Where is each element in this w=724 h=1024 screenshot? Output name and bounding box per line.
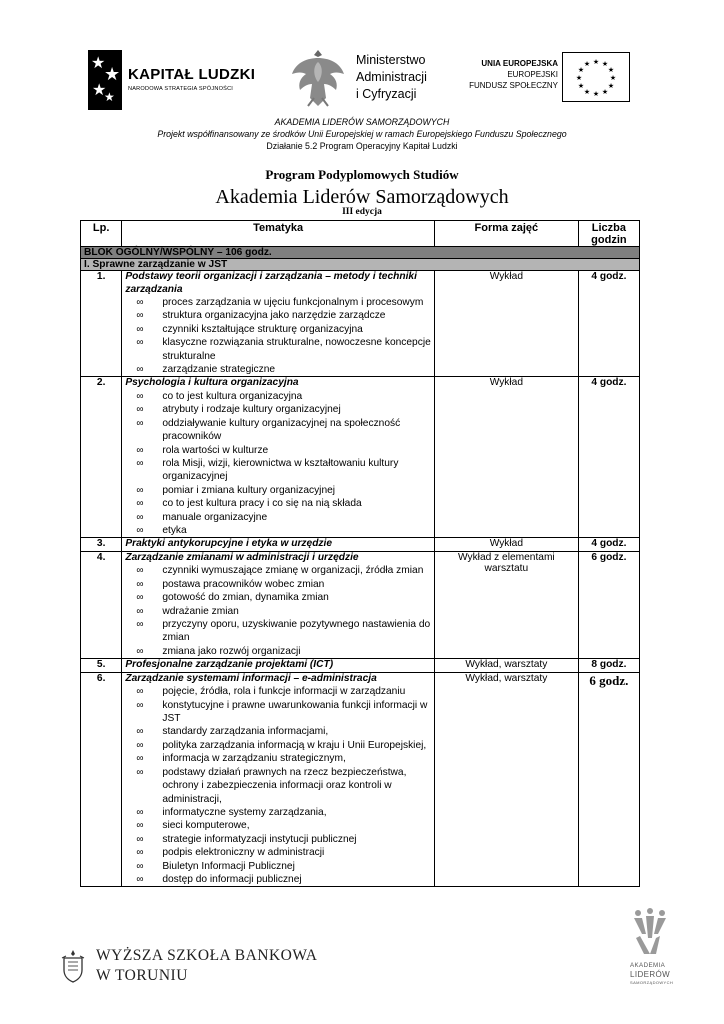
project-header xyxy=(0,116,724,152)
list-item xyxy=(132,846,431,859)
crest-icon xyxy=(60,948,86,984)
row-topic xyxy=(122,551,435,658)
infinity-bullet-icon: ∞ xyxy=(136,873,144,885)
row-lp: 4. xyxy=(81,551,122,658)
ministry-line-3: i Cyfryzacji xyxy=(356,87,417,101)
list-item-text: informacja w zarządzaniu strategicznym, xyxy=(162,753,346,765)
infinity-bullet-icon: ∞ xyxy=(136,592,144,604)
infinity-bullet-icon: ∞ xyxy=(136,390,144,402)
list-item xyxy=(132,605,431,618)
kapital-ludzki-title: KAPITAŁ LUDZKI xyxy=(128,66,256,83)
list-item-text: co to jest kultura organizacyjna xyxy=(162,390,303,402)
row-topic xyxy=(122,377,435,538)
infinity-bullet-icon: ∞ xyxy=(136,364,144,376)
list-item xyxy=(132,524,431,537)
svg-text:★: ★ xyxy=(583,60,591,68)
header-form: Forma zajęć xyxy=(434,221,578,247)
list-item-text: strategie informatyzacji instytucji publicznej xyxy=(162,833,357,845)
list-item xyxy=(132,323,431,336)
topic-items-list xyxy=(125,564,431,658)
list-item-text: rola wartości w kulturze xyxy=(162,444,269,456)
infinity-bullet-icon: ∞ xyxy=(136,404,144,416)
als-text xyxy=(630,962,673,986)
list-item-text: dostęp do informacji publicznej xyxy=(162,873,302,885)
ministry-logo xyxy=(288,46,458,112)
infinity-bullet-icon: ∞ xyxy=(136,565,144,577)
program-title: Program Podyplomowych Studiów xyxy=(265,167,459,182)
svg-text:★: ★ xyxy=(583,88,591,96)
list-item xyxy=(132,457,431,484)
topic-items-list xyxy=(125,296,431,376)
list-item xyxy=(132,497,431,510)
ministry-line-2: Administracji xyxy=(356,70,427,84)
list-item xyxy=(132,860,431,873)
svg-text:★: ★ xyxy=(575,74,583,82)
row-lp: 6. xyxy=(81,672,122,887)
row-hours: 4 godz. xyxy=(578,538,639,552)
infinity-bullet-icon: ∞ xyxy=(136,578,144,590)
list-item xyxy=(132,564,431,577)
list-item xyxy=(132,806,431,819)
list-item-text: co to jest kultura pracy i co się na nią składa xyxy=(162,498,362,510)
infinity-bullet-icon: ∞ xyxy=(136,833,144,845)
program-heading xyxy=(0,167,724,217)
eu-logo xyxy=(470,52,630,104)
list-item xyxy=(132,363,431,376)
list-item xyxy=(132,618,431,645)
infinity-bullet-icon: ∞ xyxy=(136,820,144,832)
row-topic xyxy=(122,659,435,673)
als-logo xyxy=(626,908,686,1008)
infinity-bullet-icon: ∞ xyxy=(136,806,144,818)
infinity-bullet-icon: ∞ xyxy=(136,417,144,429)
list-item xyxy=(132,484,431,497)
list-item-text: czynniki wymuszające zmianę w organizacji, źródła zmian xyxy=(162,565,424,577)
section-row xyxy=(81,259,640,271)
list-item-text: postawa pracowników wobec zmian xyxy=(162,578,325,590)
infinity-bullet-icon: ∞ xyxy=(136,766,144,778)
infinity-bullet-icon: ∞ xyxy=(136,337,144,349)
list-item-text: rola Misji, wizji, kierownictwa w kształtowaniu kultury organizacyjnej xyxy=(162,457,399,483)
row-topic xyxy=(122,271,435,377)
row-hours: 4 godz. xyxy=(578,271,639,377)
infinity-bullet-icon: ∞ xyxy=(136,726,144,738)
kapital-ludzki-star-icon: ★ ★ ★ ★ xyxy=(88,50,122,110)
list-item-text: Biuletyn Informacji Publicznej xyxy=(162,860,295,872)
topic-items-list xyxy=(125,685,431,886)
row-lp: 2. xyxy=(81,377,122,538)
row-hours: 6 godz. xyxy=(578,551,639,658)
wsb-line-2: W TORUNIU xyxy=(96,967,188,984)
eu-text xyxy=(469,58,558,91)
list-item-text: sieci komputerowe, xyxy=(162,820,250,832)
list-item xyxy=(132,739,431,752)
eu-line-2: EUROPEJSKI xyxy=(507,70,558,79)
row-form: Wykład, warsztaty xyxy=(434,659,578,673)
row-topic xyxy=(122,672,435,887)
kapital-ludzki-subtitle: NARODOWA STRATEGIA SPÓJNOŚCI xyxy=(128,86,234,92)
infinity-bullet-icon: ∞ xyxy=(136,297,144,308)
list-item xyxy=(132,511,431,524)
svg-text:★: ★ xyxy=(607,82,615,90)
infinity-bullet-icon: ∞ xyxy=(136,310,144,322)
list-item xyxy=(132,725,431,738)
infinity-bullet-icon: ∞ xyxy=(136,860,144,872)
eu-line-1: UNIA EUROPEJSKA xyxy=(481,59,558,68)
list-item xyxy=(132,699,431,726)
header-line-2: Projekt współfinansowany ze środków Unii Europejskiej w ramach Europejskiego Funduszu Społecznego xyxy=(157,129,567,139)
list-item xyxy=(132,336,431,363)
list-item-text: struktura organizacyjna jako narzędzie zarządcze xyxy=(162,310,386,322)
svg-text:★: ★ xyxy=(577,82,585,90)
table-row xyxy=(81,271,640,377)
curriculum-table xyxy=(80,220,640,887)
wsb-name xyxy=(96,946,317,986)
list-item xyxy=(132,833,431,846)
program-name: Akademia Liderów Samorządowych xyxy=(215,186,509,208)
list-item xyxy=(132,645,431,658)
row-form: Wykład z elementami warsztatu xyxy=(434,551,578,658)
row-topic xyxy=(122,538,435,552)
table-row xyxy=(81,551,640,658)
infinity-bullet-icon: ∞ xyxy=(136,753,144,765)
svg-text:★: ★ xyxy=(601,60,609,68)
list-item-text: czynniki kształtujące strukturę organizacyjna xyxy=(162,323,363,335)
section-label: I. Sprawne zarządzanie w JST xyxy=(81,259,640,271)
header-line-3: Działanie 5.2 Program Operacyjny Kapitał Ludzki xyxy=(266,141,458,151)
row-form: Wykład, warsztaty xyxy=(434,672,578,887)
list-item-text: zmiana jako rozwój organizacji xyxy=(162,645,301,657)
header-lp: Lp. xyxy=(81,221,122,247)
row-form: Wykład xyxy=(434,271,578,377)
list-item xyxy=(132,591,431,604)
row-lp: 5. xyxy=(81,659,122,673)
topic-title: Zarządzanie zmianami w administracji i urzędzie xyxy=(125,551,359,563)
list-item xyxy=(132,685,431,698)
als-figures-icon xyxy=(630,908,670,956)
list-item xyxy=(132,819,431,832)
header-hours: Liczba godzin xyxy=(578,221,639,247)
list-item xyxy=(132,390,431,403)
list-item-text: manuale organizacyjne xyxy=(162,511,268,523)
list-item-text: informatyczne systemy zarządzania, xyxy=(162,806,327,818)
list-item-text: polityka zarządzania informacją w kraju i Unii Europejskiej, xyxy=(162,739,427,751)
table-header-row xyxy=(81,221,640,247)
row-lp: 1. xyxy=(81,271,122,377)
svg-text:★: ★ xyxy=(607,66,615,74)
list-item-text: gotowość do zmian, dynamika zmian xyxy=(162,592,329,604)
topic-title: Praktyki antykorupcyjne i etyka w urzędzie xyxy=(125,538,333,550)
infinity-bullet-icon: ∞ xyxy=(136,323,144,335)
als-line-2: LIDERÓW xyxy=(630,969,671,979)
svg-text:★: ★ xyxy=(577,66,585,74)
table-row xyxy=(81,659,640,673)
ministry-line-1: Ministerstwo xyxy=(356,53,426,67)
list-item xyxy=(132,403,431,416)
program-edition: III edycja xyxy=(342,207,382,217)
infinity-bullet-icon: ∞ xyxy=(136,739,144,751)
header-line-1: AKADEMIA LIDERÓW SAMORZĄDOWYCH xyxy=(274,117,450,127)
svg-text:★: ★ xyxy=(592,58,600,66)
row-lp: 3. xyxy=(81,538,122,552)
eagle-emblem-icon xyxy=(288,46,348,112)
list-item xyxy=(132,873,431,886)
eu-line-3: FUNDUSZ SPOŁECZNY xyxy=(469,81,558,90)
table-row xyxy=(81,538,640,552)
topic-title: Psychologia i kultura organizacyjna xyxy=(125,377,299,389)
svg-text:★: ★ xyxy=(601,88,609,96)
list-item xyxy=(132,444,431,457)
infinity-bullet-icon: ∞ xyxy=(136,699,144,711)
list-item xyxy=(132,309,431,322)
list-item xyxy=(132,752,431,765)
infinity-bullet-icon: ∞ xyxy=(136,498,144,510)
logo-strip xyxy=(0,44,724,114)
list-item-text: oddziaływanie kultury organizacyjnej na społeczność pracowników xyxy=(162,417,401,443)
list-item-text: wdrażanie zmian xyxy=(162,605,239,617)
header-topic: Tematyka xyxy=(122,221,435,247)
list-item-text: proces zarządzania w ujęciu funkcjonalnym i procesowym xyxy=(162,297,424,308)
kapital-ludzki-logo xyxy=(88,50,256,110)
list-item-text: podstawy działań prawnych na rzecz bezpieczeństwa, ochrony i zabezpieczenia informacji oraz kontroli w administracji, xyxy=(162,766,407,805)
topic-items-list xyxy=(125,390,431,537)
list-item-text: podpis elektroniczny w administracji xyxy=(162,847,325,859)
infinity-bullet-icon: ∞ xyxy=(136,457,144,469)
list-item-text: atrybuty i rodzaje kultury organizacyjnej xyxy=(162,404,341,416)
als-line-3: SAMORZĄDOWYCH xyxy=(630,979,674,985)
topic-title: Zarządzanie systemami informacji – e-administracja xyxy=(125,672,377,684)
list-item xyxy=(132,578,431,591)
row-hours: 4 godz. xyxy=(578,377,639,538)
infinity-bullet-icon: ∞ xyxy=(136,484,144,496)
wsb-logo xyxy=(60,944,318,990)
block-row xyxy=(81,247,640,259)
row-hours: 6 godz. xyxy=(578,672,639,887)
list-item xyxy=(132,766,431,806)
infinity-bullet-icon: ∞ xyxy=(136,444,144,456)
infinity-bullet-icon: ∞ xyxy=(136,619,144,631)
ministry-name xyxy=(356,52,427,103)
topic-title: Profesjonalne zarządzanie projektami (ICT) xyxy=(125,659,334,671)
wsb-line-1: WYŻSZA SZKOŁA BANKOWA xyxy=(96,947,318,964)
infinity-bullet-icon: ∞ xyxy=(136,686,144,698)
infinity-bullet-icon: ∞ xyxy=(136,645,144,657)
list-item-text: pomiar i zmiana kultury organizacyjnej xyxy=(162,484,336,496)
als-line-1: AKADEMIA xyxy=(630,962,666,969)
list-item-text: etyka xyxy=(162,525,187,536)
list-item-text: konstytucyjne i prawne uwarunkowania funkcji informacji w JST xyxy=(162,699,428,725)
list-item-text: klasyczne rozwiązania strukturalne, nowoczesne koncepcje strukturalne xyxy=(162,337,431,362)
block-label: BLOK OGÓLNY/WSPÓLNY – 106 godz. xyxy=(81,247,640,259)
list-item xyxy=(132,296,431,309)
list-item-text: zarządzanie strategiczne xyxy=(162,364,276,376)
infinity-bullet-icon: ∞ xyxy=(136,605,144,617)
svg-text:★: ★ xyxy=(592,90,600,98)
eu-flag-icon xyxy=(562,52,630,102)
row-form: Wykład xyxy=(434,538,578,552)
infinity-bullet-icon: ∞ xyxy=(136,525,144,536)
table-row xyxy=(81,672,640,887)
list-item-text: standardy zarządzania informacjami, xyxy=(162,726,329,738)
list-item-text: przyczyny oporu, uzyskiwanie pozytywnego nastawienia do zmian xyxy=(162,619,431,644)
row-hours: 8 godz. xyxy=(578,659,639,673)
topic-title: Podstawy teorii organizacji i zarządzania – metody i techniki zarządzania xyxy=(125,271,417,295)
list-item-text: pojęcie, źródła, rola i funkcje informacji w zarządzaniu xyxy=(162,686,406,698)
infinity-bullet-icon: ∞ xyxy=(136,847,144,859)
table-row xyxy=(81,377,640,538)
list-item xyxy=(132,417,431,444)
svg-text:★: ★ xyxy=(609,74,617,82)
row-form: Wykład xyxy=(434,377,578,538)
infinity-bullet-icon: ∞ xyxy=(136,511,144,523)
